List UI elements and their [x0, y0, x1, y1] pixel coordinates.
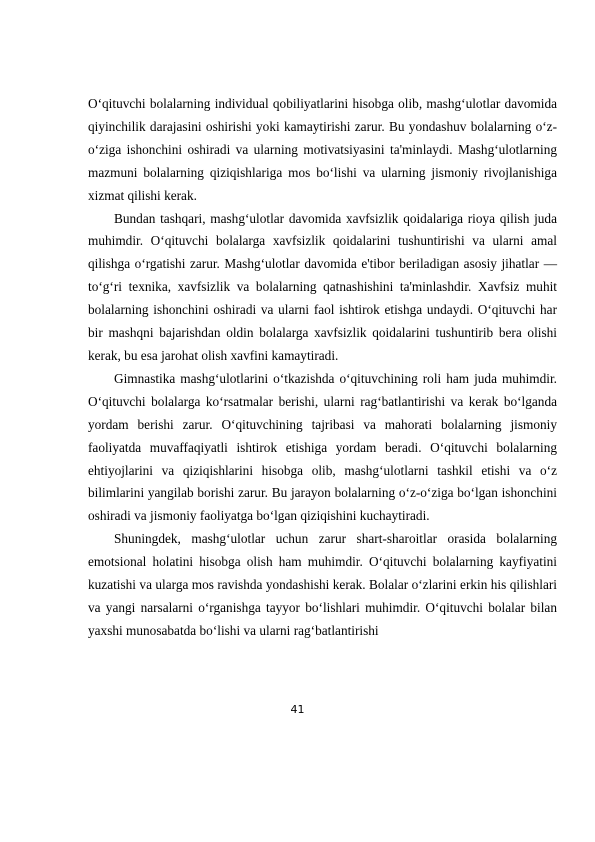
paragraph-3: Gimnastika mashg‘ulotlarini o‘tkazishda o‘qituvchining roli ham juda muhimdir. O‘qituvchi bolalarga ko‘rsatmalar berishi, ularni rag‘batlantirishi va kerak bo‘lganda yordam berishi zarur. O‘qituvchining tajribasi va mahorati bolalarning jismoniy faoliyatda muvaffaqiyatli ishtirok etishiga yordam beradi. O‘qituvchi bolalarning ehtiyojlarini va qiziqishlarini hisobga olib, mashg‘ulotlarni tashkil etishi va o‘z bilimlarini yangilab borishi zarur. Bu jarayon bolalarning o‘z-o‘ziga bo‘lgan ishonchini oshiradi va jismoniy faoliyatga bo‘lgan qiziqishini kuchaytiradi.	[88, 370, 557, 524]
paragraph-2: Bundan tashqari, mashg‘ulotlar davomida xavfsizlik qoidalariga rioya qilish juda muhimdir. O‘qituvchi bolalarga xavfsizlik qoidalarini tushuntirishi va ularni amal qilishga o‘rgatishi zarur. Mashg‘ulotlar davomida e'tibor beriladigan asosiy jihatlar — to‘g‘ri texnika, xavfsizlik va bolalarning qatnashishini ta'minlashdir. Xavfsiz muhit bolalarning ishonchini oshiradi va ularni faol ishtirok etishga undaydi. O‘qituvchi har bir mashqni bajarishdan oldin bolalarga xavfsizlik qoidalarini tushuntirib bera olishi kerak, bu esa jarohat olish xavfini kamaytiradi.	[88, 210, 557, 363]
body-text	[88, 93, 557, 643]
paragraph-1: O‘qituvchi bolalarning individual qobiliyatlarini hisobga olib, mashg‘ulotlar davomida qiyinchilik darajasini oshirishi yoki kamaytirishi zarur. Bu yondashuv bolalarning o‘z-o‘ziga ishonchini oshiradi va ularning motivatsiyasini ta'minlaydi. Mashg‘ulotlarning mazmuni bolalarning qiziqishlariga mos bo‘lishi va ularning jismoniy rivojlanishiga xizmat qilishi kerak.	[88, 96, 557, 203]
page-number: 41	[290, 703, 305, 716]
paragraph-4: Shuningdek, mashg‘ulotlar uchun zarur shart-sharoitlar orasida bolalarning emotsional holatini hisobga olish ham muhimdir. O‘qituvchi bolalarning kayfiyatini kuzatishi va ularga mos ravishda yondashishi kerak. Bolalar o‘zlarini erkin his qilishlari va yangi narsalarni o‘rganishga tayyor bo‘lishlari muhimdir. O‘qituvchi bolalar bilan yaxshi munosabatda bo‘lishi va ularni rag‘batlantirishi	[88, 531, 557, 638]
